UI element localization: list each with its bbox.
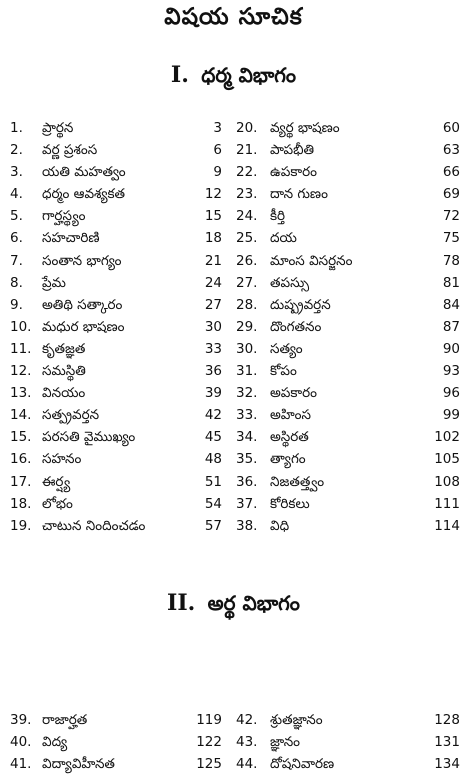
right-entry-number: 35. [236, 451, 258, 468]
right-entry-number: 34. [236, 429, 258, 446]
left-entry-number: 12. [10, 363, 32, 380]
left-entry-number: 6. [10, 230, 23, 247]
toc-row [0, 755, 467, 777]
left-entry-title: సహనం [42, 451, 82, 468]
right-entry-page: 72 [442, 208, 460, 225]
toc-row [0, 163, 467, 185]
right-entry-page: 111 [434, 495, 460, 512]
right-entry-title: వ్యర్థ భాషణం [270, 120, 340, 136]
right-entry-title: దొంగతనం [270, 318, 322, 335]
left-entry-number: 40. [10, 734, 32, 751]
right-entry-title: కోపం [270, 363, 297, 380]
right-entry-title: కోరికలు [270, 495, 310, 512]
left-entry-page: 27 [204, 296, 222, 313]
left-entry-number: 2. [10, 142, 23, 159]
left-entry-page: 54 [204, 495, 222, 512]
left-entry-page: 45 [204, 429, 222, 446]
right-entry-title: శ్రుతజ్ఞానం [270, 712, 323, 728]
left-entry-title: పరసతి వైముఖ్యం [42, 429, 136, 446]
left-entry-number: 3. [10, 164, 23, 181]
toc-row [0, 296, 467, 318]
right-entry-page: 75 [442, 230, 460, 247]
right-entry-number: 36. [236, 473, 258, 490]
right-entry-number: 21. [236, 142, 258, 159]
right-entry-title: విధి [270, 517, 290, 534]
left-entry-page: 21 [204, 252, 222, 269]
toc-row [0, 384, 467, 406]
right-entry-page: 90 [442, 340, 460, 357]
left-entry-page: 122 [196, 734, 222, 751]
left-entry-number: 8. [10, 274, 23, 291]
page-title: విషయ సూచిక [164, 4, 303, 30]
left-entry-number: 5. [10, 208, 23, 225]
left-entry-page: 30 [204, 318, 222, 335]
left-entry-number: 10. [10, 318, 32, 335]
right-entry-number: 33. [236, 407, 258, 424]
left-entry-page: 3 [213, 120, 222, 136]
left-entry-page: 48 [204, 451, 222, 468]
right-entry-page: 78 [442, 252, 460, 269]
right-entry-page: 114 [434, 517, 460, 534]
right-entry-title: పాపభీతి [270, 142, 315, 159]
right-entry-number: 31. [236, 363, 258, 380]
toc-row [0, 141, 467, 163]
right-entry-page: 96 [442, 385, 460, 402]
toc-row [0, 517, 467, 539]
left-entry-title: వర్ణ ప్రశంస [42, 142, 98, 159]
left-entry-number: 1. [10, 120, 23, 136]
left-entry-title: ధర్మం ఆవశ్యకత [42, 186, 126, 203]
left-entry-number: 15. [10, 429, 32, 446]
left-entry-title: సహచారిణి [42, 230, 100, 247]
right-entry-title: అపకారం [270, 385, 317, 402]
toc-row [0, 185, 467, 207]
right-entry-number: 29. [236, 318, 258, 335]
left-entry-page: 24 [204, 274, 222, 291]
left-entry-number: 7. [10, 252, 23, 269]
toc-list-dharma [0, 119, 467, 539]
right-entry-page: 63 [442, 142, 460, 159]
right-entry-number: 23. [236, 186, 258, 203]
left-entry-page: 51 [204, 473, 222, 490]
left-entry-number: 41. [10, 756, 32, 773]
right-entry-number: 24. [236, 208, 258, 225]
left-entry-page: 125 [196, 756, 222, 773]
left-entry-number: 9. [10, 296, 23, 313]
left-entry-title: చాటున నిందించడం [42, 517, 146, 534]
right-entry-page: 99 [442, 407, 460, 424]
right-entry-title: జ్ఞానం [270, 734, 301, 751]
right-entry-title: దుష్ప్రవర్తన [270, 296, 331, 313]
right-entry-title: అహింస [270, 407, 311, 424]
right-entry-title: త్యాగం [270, 451, 306, 468]
right-entry-title: మాంస విసర్జనం [270, 252, 353, 269]
right-entry-number: 28. [236, 296, 258, 313]
left-entry-title: విద్యావిహీనత [42, 756, 115, 773]
left-entry-title: రాజార్హత [42, 712, 88, 728]
left-entry-page: 18 [204, 230, 222, 247]
left-entry-title: విద్య [42, 734, 68, 751]
toc-row [0, 406, 467, 428]
left-entry-title: వినయం [42, 385, 86, 402]
right-entry-title: నిజతత్త్వం [270, 473, 325, 490]
left-entry-title: సమస్థితి [42, 363, 86, 380]
toc-row [0, 362, 467, 384]
left-entry-number: 14. [10, 407, 32, 424]
left-entry-number: 19. [10, 517, 32, 534]
section-name: ధర్మ విభాగం [201, 63, 297, 87]
right-entry-number: 37. [236, 495, 258, 512]
left-entry-title: ప్రేమ [42, 274, 66, 291]
right-entry-title: అస్థిరత [270, 429, 309, 446]
right-entry-number: 38. [236, 517, 258, 534]
left-entry-number: 18. [10, 495, 32, 512]
left-entry-page: 36 [204, 363, 222, 380]
left-entry-number: 13. [10, 385, 32, 402]
right-entry-page: 84 [442, 296, 460, 313]
left-entry-number: 4. [10, 186, 23, 203]
toc-row [0, 318, 467, 340]
right-entry-title: దయ [270, 230, 297, 247]
left-entry-title: మధుర భాషణం [42, 318, 125, 335]
toc-row [0, 733, 467, 755]
section-number: I. [170, 62, 189, 88]
right-entry-number: 42. [236, 712, 258, 728]
right-entry-number: 44. [236, 756, 258, 773]
right-entry-page: 131 [434, 734, 460, 751]
left-entry-page: 9 [213, 164, 222, 181]
left-entry-page: 15 [204, 208, 222, 225]
left-entry-title: ప్రార్థన [42, 120, 74, 136]
left-entry-page: 33 [204, 340, 222, 357]
right-entry-number: 32. [236, 385, 258, 402]
right-entry-page: 134 [434, 756, 460, 773]
right-entry-number: 20. [236, 120, 258, 136]
left-entry-number: 17. [10, 473, 32, 490]
left-entry-number: 11. [10, 340, 32, 357]
right-entry-title: కీర్తి [270, 208, 286, 225]
left-entry-page: 12 [204, 186, 222, 203]
right-entry-page: 128 [434, 712, 460, 728]
right-entry-page: 66 [442, 164, 460, 181]
right-entry-title: తపస్సు [270, 274, 310, 291]
right-entry-title: ఉపకారం [270, 164, 317, 181]
right-entry-page: 87 [442, 318, 460, 335]
toc-row [0, 495, 467, 517]
right-entry-page: 105 [434, 451, 460, 468]
right-entry-page: 60 [442, 120, 460, 136]
toc-row [0, 274, 467, 296]
right-entry-page: 93 [442, 363, 460, 380]
toc-row [0, 340, 467, 362]
left-entry-title: యతి మహత్వం [42, 164, 126, 181]
toc-list-artha [0, 711, 467, 778]
left-entry-title: గార్హస్థ్యం [42, 208, 86, 225]
left-entry-page: 57 [204, 517, 222, 534]
left-entry-number: 39. [10, 712, 32, 728]
right-entry-page: 69 [442, 186, 460, 203]
left-entry-page: 42 [204, 407, 222, 424]
left-entry-title: సత్ప్రవర్తన [42, 407, 100, 424]
right-entry-title: సత్యం [270, 340, 303, 357]
left-entry-page: 39 [204, 385, 222, 402]
toc-row [0, 252, 467, 274]
toc-row [0, 711, 467, 733]
right-entry-number: 26. [236, 252, 258, 269]
right-entry-number: 27. [236, 274, 258, 291]
left-entry-title: కృతజ్ఞత [42, 340, 86, 357]
left-entry-title: లోభం [42, 495, 73, 512]
section-heading-dharma [0, 62, 467, 92]
right-entry-page: 81 [442, 274, 460, 291]
right-entry-number: 25. [236, 230, 258, 247]
right-entry-title: దోషనివారణ [270, 756, 335, 773]
left-entry-title: ఈర్ష్య [42, 473, 71, 490]
right-entry-title: దాన గుణం [270, 186, 328, 203]
right-entry-number: 30. [236, 340, 258, 357]
toc-row [0, 428, 467, 450]
right-entry-number: 22. [236, 164, 258, 181]
left-entry-title: సంతాన భాగ్యం [42, 252, 122, 269]
section-name: అర్థ విభాగం [207, 591, 300, 615]
right-entry-page: 102 [434, 429, 460, 446]
toc-row [0, 450, 467, 472]
toc-row [0, 119, 467, 141]
toc-row [0, 473, 467, 495]
right-entry-page: 108 [434, 473, 460, 490]
section-number: II. [167, 590, 196, 616]
left-entry-title: అతిథి సత్కారం [42, 296, 123, 313]
toc-row [0, 207, 467, 229]
right-entry-number: 43. [236, 734, 258, 751]
left-entry-number: 16. [10, 451, 32, 468]
toc-row [0, 229, 467, 251]
section-heading-artha [0, 590, 467, 620]
left-entry-page: 119 [196, 712, 222, 728]
left-entry-page: 6 [213, 142, 222, 159]
